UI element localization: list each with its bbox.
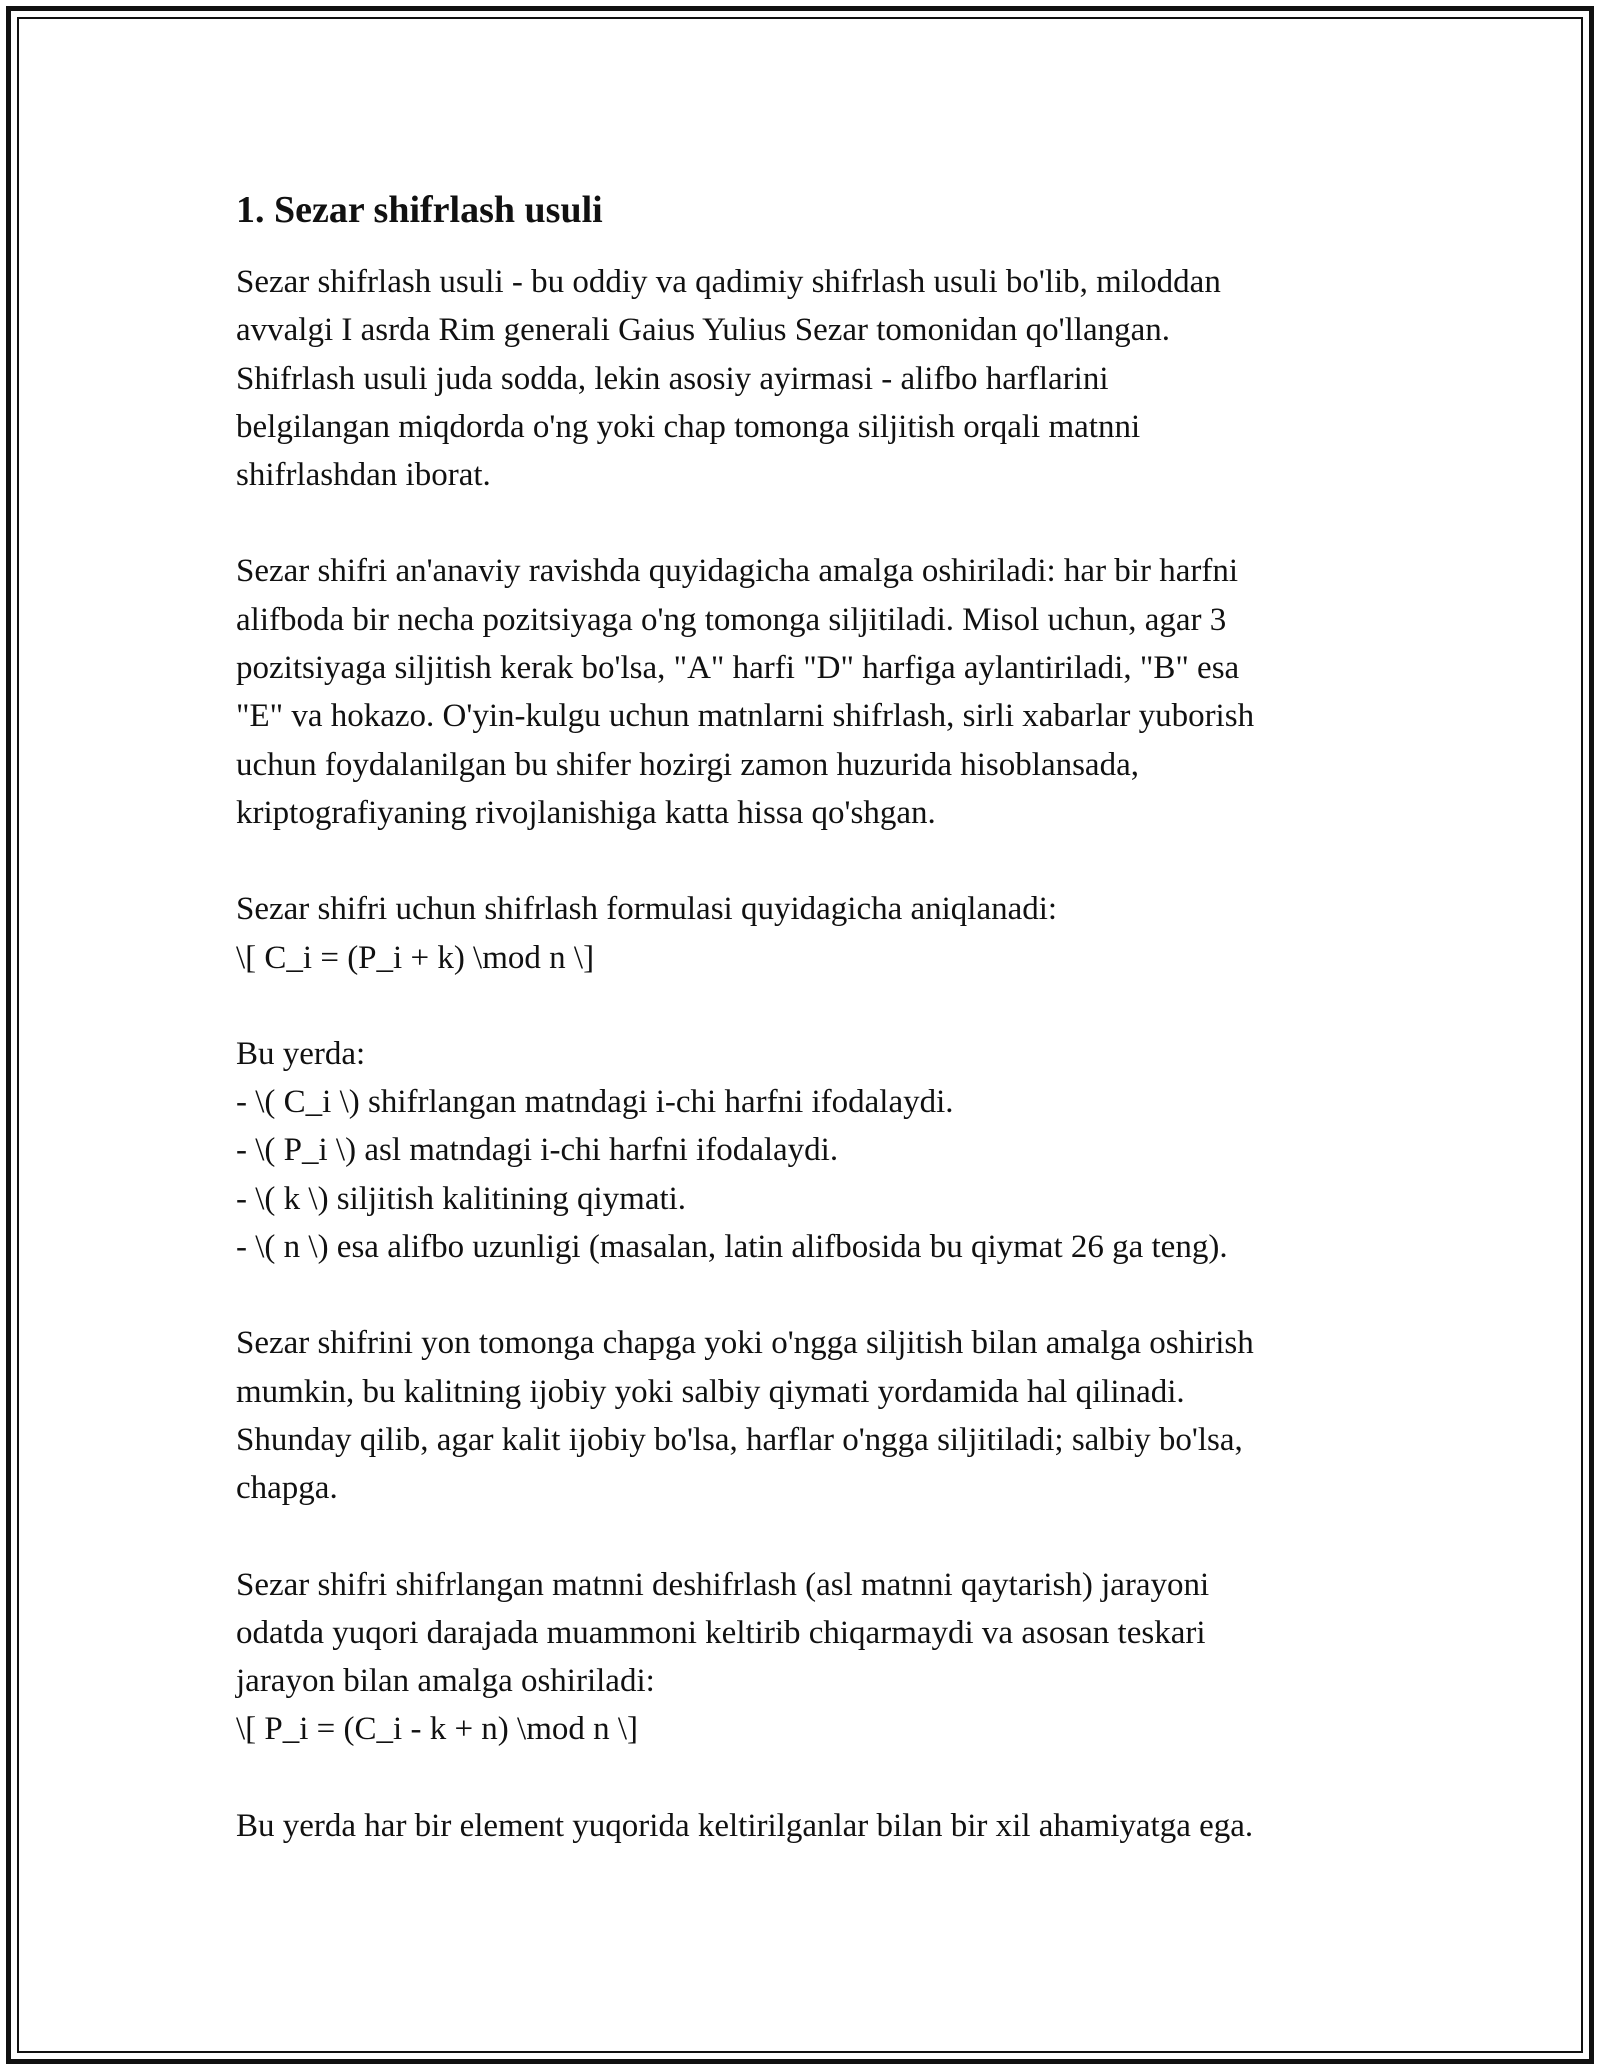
text-line: pozitsiyaga siljitish kerak bo'lsa, "A" harfi "D" harfiga aylantiriladi, "B" esa [236, 650, 1240, 687]
text-line: Sezar shifrlash usuli - bu oddiy va qadimiy shifrlash usuli bo'lib, miloddan [236, 264, 1221, 300]
text-line: Shunday qilib, agar kalit ijobiy bo'lsa, harflar o'ngga siljitiladi; salbiy bo'lsa, [236, 1421, 1243, 1458]
paragraph-closing [236, 1802, 1376, 1850]
text-line: Bu yerda har bir element yuqorida keltirilganlar bilan bir xil ahamiyatga ega. [236, 1807, 1254, 1844]
definition-item: - \( P_i \) asl matndagi i-chi harfni ifodalaydi. [236, 1132, 839, 1169]
text-line: belgilangan miqdorda o'ng yoki chap tomonga siljitish orqali matnni [236, 408, 1141, 445]
text-line: Sezar shifri uchun shifrlash formulasi quyidagicha aniqlanadi: [236, 891, 1058, 928]
paragraph-method [236, 547, 1376, 837]
paragraph-definitions [236, 1030, 1376, 1271]
text-line: Sezar shifri shifrlangan matnni deshifrlash (asl matnni qaytarish) jarayoni [236, 1566, 1210, 1603]
text-line: shifrlashdan iborat. [236, 457, 491, 494]
definition-item: - \( C_i \) shifrlangan matndagi i-chi harfni ifodalaydi. [236, 1084, 954, 1121]
text-line: alifboda bir necha pozitsiyaga o'ng tomonga siljitiladi. Misol uchun, agar 3 [236, 601, 1227, 638]
text-line: Sezar shifrini yon tomonga chapga yoki o'ngga siljitish bilan amalga oshirish [236, 1325, 1254, 1362]
text-line: jarayon bilan amalga oshiriladi: [236, 1663, 655, 1700]
text-line: chapga. [236, 1470, 338, 1507]
text-line: kriptografiyaning rivojlanishiga katta hissa qo'shgan. [236, 794, 936, 831]
formula-line: \[ P_i = (C_i - k + n) \mod n \] [236, 1711, 639, 1748]
text-line: uchun foydalanilgan bu shifer hozirgi zamon huzurida hisoblansada, [236, 746, 1139, 783]
text-line: Sezar shifri an'anaviy ravishda quyidagicha amalga oshiriladi: har bir harfni [236, 553, 1239, 590]
text-line: mumkin, bu kalitning ijobiy yoki salbiy qiymati yordamida hal qilinadi. [236, 1373, 1185, 1410]
section-heading: 1. Sezar shifrlash usuli [236, 189, 603, 231]
paragraph-decryption-formula [236, 1561, 1376, 1754]
text-line: avvalgi I asrda Rim generali Gaius Yulius Sezar tomonidan qo'llangan. [236, 312, 1170, 349]
text-line: odatda yuqori darajada muammoni keltirib chiqarmaydi va asosan teskari [236, 1614, 1206, 1651]
paragraph-intro [236, 258, 1376, 499]
text-line: Shifrlash usuli juda sodda, lekin asosiy ayirmasi - alifbo harflarini [236, 360, 1109, 397]
paragraph-encryption-formula [236, 885, 1376, 982]
document-body [236, 184, 1376, 1898]
text-line: "E" va hokazo. O'yin-kulgu uchun matnlarni shifrlash, sirli xabarlar yuborish [236, 698, 1255, 735]
definition-item: - \( k \) siljitish kalitining qiymati. [236, 1180, 687, 1217]
definition-item: - \( n \) esa alifbo uzunligi (masalan, latin alifbosida bu qiymat 26 ga teng). [236, 1229, 1228, 1266]
formula-line: \[ C_i = (P_i + k) \mod n \] [236, 939, 595, 976]
text-line: Bu yerda: [236, 1035, 366, 1072]
paragraph-shift-direction [236, 1319, 1376, 1512]
